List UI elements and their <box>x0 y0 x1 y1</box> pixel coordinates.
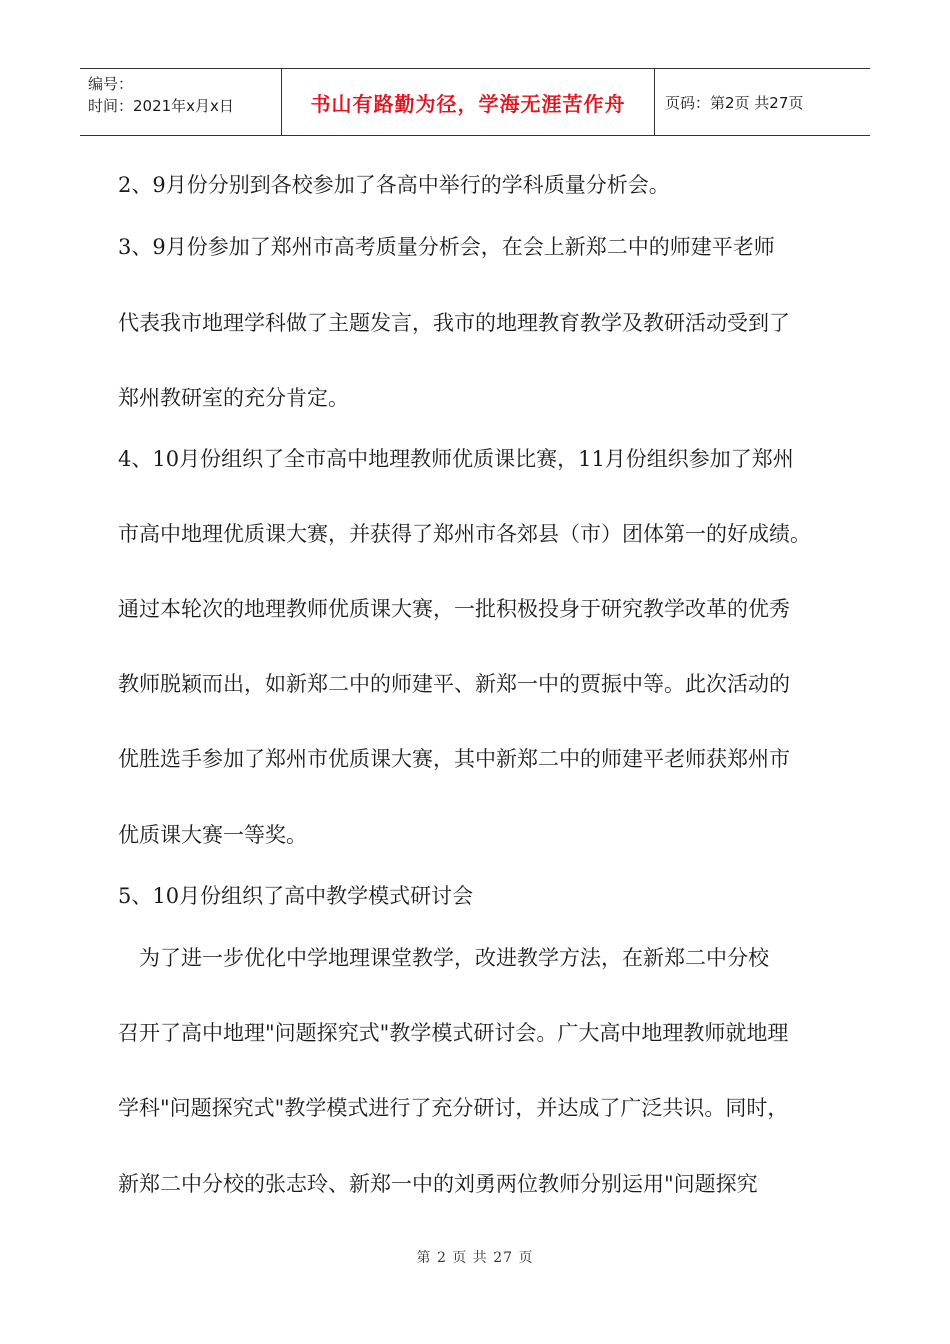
body-line: 优质课大赛一等奖。 <box>118 823 307 847</box>
body-line: 郑州教研室的充分肯定。 <box>118 386 349 410</box>
body-line: 学科"问题探究式"教学模式进行了充分研讨，并达成了广泛共识。同时， <box>118 1096 789 1120</box>
body-line: 新郑二中分校的张志玲、新郑一中的刘勇两位教师分别运用"问题探究 <box>118 1172 758 1196</box>
body-line: 教师脱颖而出，如新郑二中的师建平、新郑一中的贾振中等。此次活动的 <box>118 672 790 696</box>
page-header <box>80 68 870 136</box>
body-line: 4、10月份组织了全市高中地理教师优质课比赛，11月份组织参加了郑州 <box>118 447 794 471</box>
body-line: 2、9月份分别到各校参加了各高中举行的学科质量分析会。 <box>118 173 670 197</box>
body-line: 优胜选手参加了郑州市优质课大赛，其中新郑二中的师建平老师获郑州市 <box>118 747 790 771</box>
body-line: 5、10月份组织了高中教学模式研讨会 <box>118 884 474 908</box>
time-label: 时间：2021年x月x日 <box>88 97 234 115</box>
body-line: 市高中地理优质课大赛，并获得了郑州市各郊县（市）团体第一的好成绩。 <box>118 522 811 546</box>
body-line: 通过本轮次的地理教师优质课大赛，一批积极投身于研究教学改革的优秀 <box>118 597 790 621</box>
body-line: 为了进一步优化中学地理课堂教学，改进教学方法，在新郑二中分校 <box>118 946 769 970</box>
header-meta <box>80 69 282 135</box>
body-line: 3、9月份参加了郑州市高考质量分析会，在会上新郑二中的师建平老师 <box>118 235 775 259</box>
body-line: 代表我市地理学科做了主题发言，我市的地理教育教学及教研活动受到了 <box>118 311 790 335</box>
code-label: 编号： <box>88 75 134 93</box>
header-motto: 书山有路勤为径，学海无涯苦作舟 <box>282 69 655 135</box>
body-line: 召开了高中地理"问题探究式"教学模式研讨会。广大高中地理教师就地理 <box>118 1021 789 1045</box>
header-page-info: 页码：第2页 共27页 <box>665 93 804 112</box>
page-footer: 第 2 页 共 27 页 <box>416 1250 534 1266</box>
